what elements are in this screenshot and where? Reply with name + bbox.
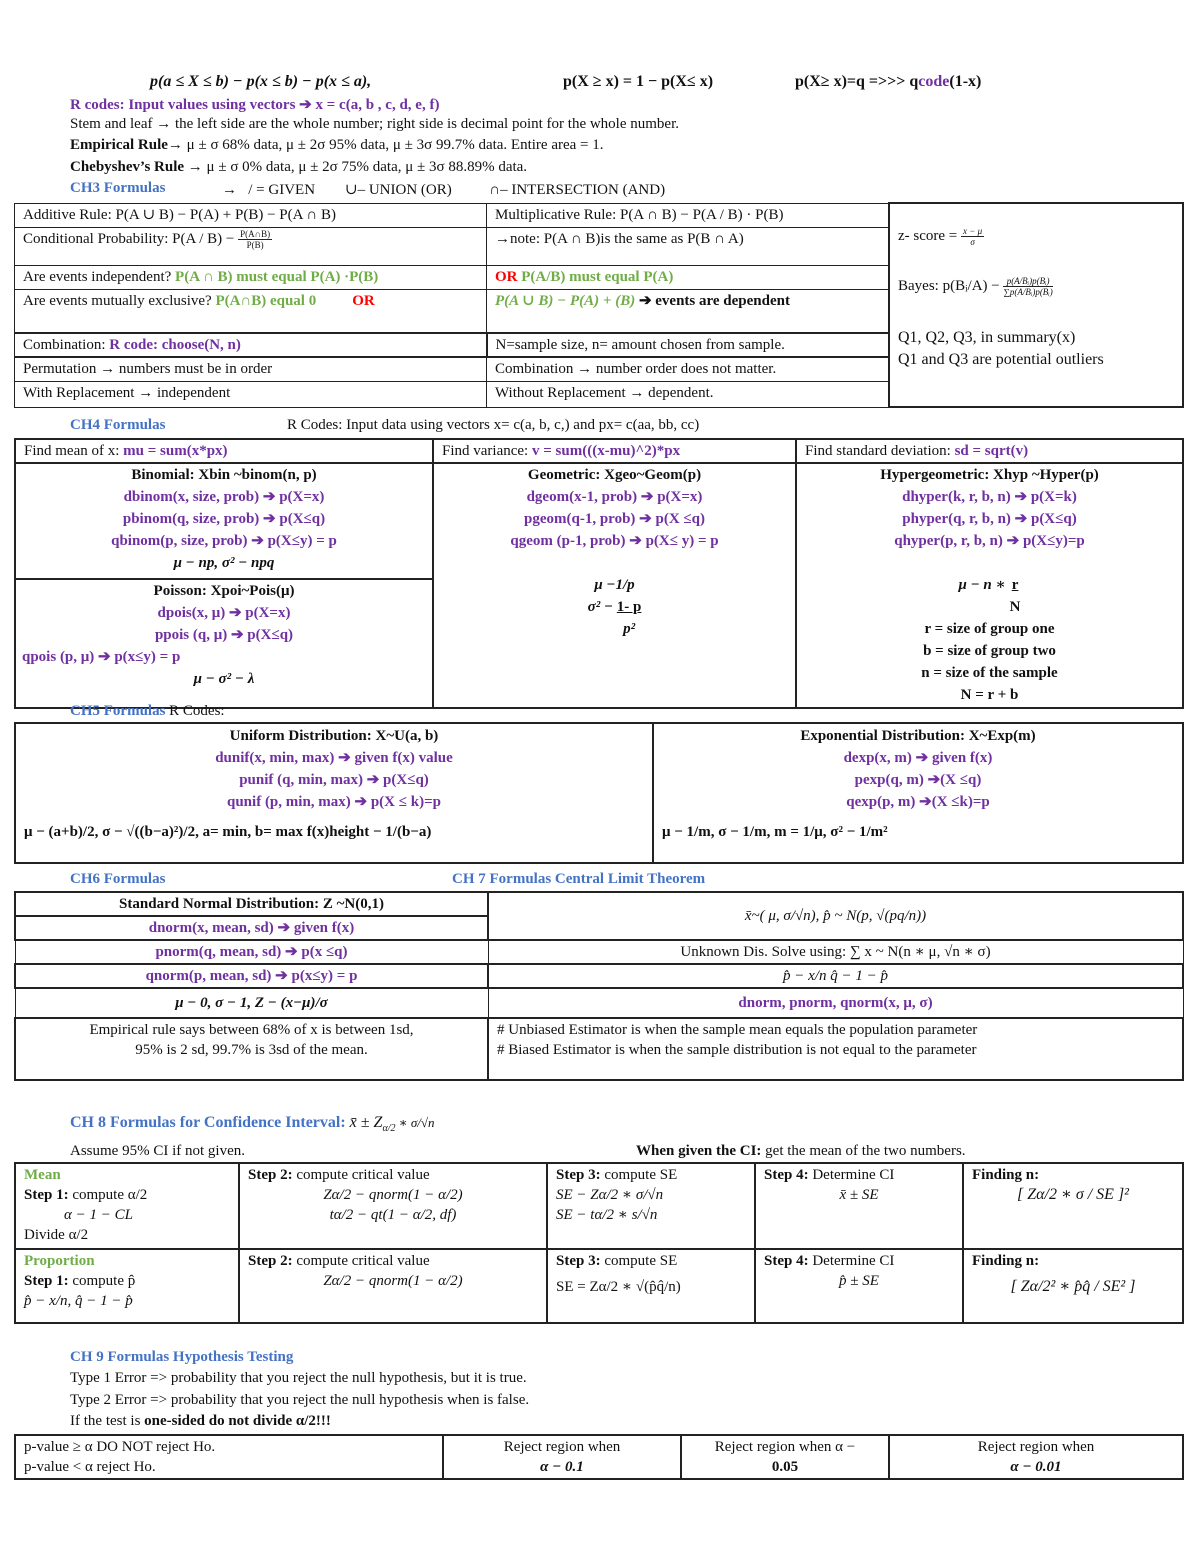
- uniform-title: Uniform Distribution: X~U(a, b): [229, 728, 439, 744]
- ch4-rcodes-note: R Codes: Input data using vectors x= c(a, b, c,) and px= c(aa, bb, cc): [287, 417, 700, 433]
- clt-formula: x̄~( μ, σ/√n), p̂ ~ N(p, √(pq/n)): [744, 908, 927, 924]
- hypergeometric-title: Hypergeometric: Xhyp ~Hyper(p): [880, 467, 1099, 483]
- quartiles-note: Q1, Q2, Q3, in summary(x): [898, 329, 1076, 346]
- alpha-formula: α − 1 − CL: [64, 1207, 133, 1223]
- ch5-table: [14, 722, 1184, 864]
- qbinom-code: qbinom(p, size, prob) ➔ p(X≤y) = p: [111, 533, 337, 549]
- ch8-title: CH 8 Formulas for Confidence Interval:: [70, 1114, 350, 1131]
- reject-region-001-cell: [889, 1435, 1183, 1479]
- combination-label: Combination:: [23, 337, 110, 353]
- step4-text: Determine CI: [808, 1253, 895, 1269]
- step2-text: compute critical value: [292, 1253, 430, 1269]
- dnorm-code: dnorm(x, mean, sd) ➔ given f(x): [148, 920, 355, 936]
- qcode-prefix: p(X≥ x)=q =>>> q: [795, 73, 919, 90]
- geometric-variance: [442, 596, 787, 640]
- exclusive-alt-formula: P(A ∪ B) − P(A) + (B): [495, 292, 636, 309]
- bayes-formula: [898, 276, 1174, 328]
- step1-label: Step 1:: [24, 1187, 69, 1203]
- type2-error-note: Type 2 Error => probability that you reject the null hypothesis when is false.: [70, 1392, 530, 1408]
- qexp-code: qexp(p, m) ➔(X ≤k)=p: [846, 794, 990, 810]
- step4-text: Determine CI: [808, 1167, 895, 1183]
- prop-n-cell: [963, 1249, 1183, 1323]
- chebyshev-label: Chebyshev’s Rule: [70, 159, 185, 175]
- type1-error-note: Type 1 Error => probability that you reject the null hypothesis, but it is true.: [70, 1370, 527, 1386]
- exclusive-question: Are events mutually exclusive?: [23, 292, 216, 309]
- step3-text: compute SE: [600, 1253, 678, 1269]
- pgeom-code: pgeom(q-1, prob) ➔ p(X ≤q): [524, 511, 705, 527]
- dexp-code: dexp(x, m) ➔ given f(x): [843, 750, 993, 766]
- geometric-title: Geometric: Xgeo~Geom(p): [527, 467, 702, 483]
- empirical-note-line2: 95% is 2 sd, 99.7% is 3sd of the mean.: [135, 1042, 368, 1058]
- one-sided-note: [70, 1413, 331, 1430]
- step2-label: Step 2:: [248, 1167, 293, 1183]
- multiplicative-rule-cell: [487, 203, 890, 227]
- dgeom-code: dgeom(x-1, prob) ➔ p(X=x): [526, 489, 703, 505]
- group-two-note: b = size of group two: [923, 643, 1056, 659]
- zscore-numerator: x − μ: [963, 226, 983, 237]
- step2-label: Step 2:: [248, 1253, 293, 1269]
- pnorm-cell: [15, 940, 488, 964]
- variance-numerator: 1- p: [616, 599, 642, 615]
- uniform-cell: [15, 723, 653, 863]
- reject-region-label: Reject region when: [503, 1439, 621, 1455]
- poisson-formula: μ − σ² − λ: [193, 670, 255, 687]
- step2-text: compute critical value: [292, 1167, 430, 1183]
- biased-estimator-note: # Biased Estimator is when the sample distribution is not equal to the parameter: [497, 1042, 977, 1058]
- finding-n-label: Finding n:: [972, 1167, 1040, 1183]
- variance-code: v = sum(((x-mu)^2)*px: [531, 443, 681, 459]
- sd-cell: [796, 439, 1183, 463]
- ch9-title: CH 9 Formulas Hypothesis Testing: [70, 1349, 294, 1365]
- zscore-denominator: σ: [970, 237, 975, 248]
- reject-region-label: Reject region when α −: [714, 1439, 856, 1455]
- geometric-mean: μ −1/p: [594, 577, 635, 593]
- pvalue-reject: p-value < α reject Ho.: [24, 1459, 156, 1475]
- ch9-table: [14, 1434, 1184, 1480]
- zscore-formula: [898, 226, 1174, 266]
- hypergeometric-mean: [805, 574, 1174, 618]
- ch3-symbol-legend: → / = GIVEN ∪– UNION (OR) ∩– INTERSECTION (AND): [222, 182, 666, 198]
- binomial-formula: μ − np, σ² − npq: [173, 555, 275, 571]
- clt-cell: [488, 892, 1183, 940]
- snd-title: Standard Normal Distribution: Z ~N(0,1): [119, 896, 384, 912]
- phyper-code: phyper(q, r, b, n) ➔ p(X≤q): [902, 511, 1077, 527]
- se-t-formula: SE − tα/2 ∗ s/√n: [556, 1207, 658, 1223]
- alpha-005: 0.05: [771, 1459, 799, 1475]
- given-ci-note: [636, 1143, 966, 1160]
- ci-formula: p̂ ± SE: [839, 1273, 879, 1289]
- ch6-title: CH6 Formulas: [70, 871, 166, 887]
- independence-alt-cell: [487, 265, 890, 289]
- independence-cell: [15, 265, 487, 289]
- mean-step4-cell: [755, 1163, 963, 1249]
- sd-label: Find standard deviation:: [805, 443, 955, 459]
- bayes-fraction: [1003, 276, 1052, 297]
- reject-region-01-cell: [443, 1435, 681, 1479]
- mean-step1-cell: [15, 1163, 239, 1249]
- empirical-rule-text: → μ ± σ 68% data, μ ± 2σ 95% data, μ ± 3σ 99.7% data. Entire area = 1.: [167, 137, 604, 153]
- combination-order-note: Combination → number order does not matter.: [495, 361, 777, 377]
- given-ci-text: get the mean of the two numbers.: [761, 1143, 966, 1159]
- prop-step2-cell: [239, 1249, 547, 1323]
- t-critical-formula: tα/2 − qt(1 − α/2, df): [329, 1207, 457, 1223]
- or-label: OR: [352, 292, 375, 309]
- exponential-formula: μ − 1/m, σ − 1/m, m = 1/μ, σ² − 1/m²: [662, 824, 888, 840]
- bayes-numerator: p(A/Bᵢ)p(Bᵢ): [1003, 276, 1052, 287]
- empirical-note-line1: Empirical rule says between 68% of x is between 1sd,: [89, 1022, 414, 1038]
- combination-note-cell: [487, 333, 890, 357]
- dependent-label: ➔ events are dependent: [635, 292, 790, 309]
- conditional-fraction: [238, 229, 272, 250]
- dnorm-cell: [15, 916, 488, 940]
- additive-rule: Additive Rule: P(A ∪ B) − P(A) + P(B) − P(A ∩ B): [23, 206, 336, 223]
- ch3-side-cell: [889, 203, 1183, 407]
- mean-step3-cell: [547, 1163, 755, 1249]
- conditional-numerator: P(A∩B): [240, 228, 271, 239]
- divide-alpha-note: Divide α/2: [24, 1227, 89, 1243]
- with-replacement-cell: [15, 381, 487, 407]
- dhyper-code: dhyper(k, r, b, n) ➔ p(X=k): [902, 489, 1077, 505]
- ch4-title: CH4 Formulas: [70, 417, 166, 433]
- additive-rule-cell: [15, 203, 487, 227]
- reject-region-label: Reject region when: [977, 1439, 1095, 1455]
- rcodes-vectors-note: R codes: Input values using vectors ➔ x = c(a, b , c, d, e, f): [70, 97, 440, 113]
- se-z-formula: SE − Zα/2 ∗ σ/√n: [556, 1187, 664, 1203]
- qpois-code: qpois (p, μ) ➔ p(x≤y) = p: [22, 648, 181, 665]
- variance-label: σ² −: [587, 599, 614, 615]
- dunif-code: dunif(x, min, max) ➔ given f(x) value: [215, 750, 453, 766]
- probability-interval-formula: p(a ≤ X ≤ b) − p(x ≤ b) − p(x ≤ a),: [150, 73, 372, 90]
- ppois-code: ppois (q, μ) ➔ p(X≤q): [154, 626, 294, 643]
- bayes-label: Bayes: p(Bᵢ/A) −: [898, 278, 1000, 294]
- mean-code: mu = sum(x*px): [123, 443, 228, 459]
- independence-question: Are events independent?: [23, 268, 176, 285]
- permutation-cell: [15, 357, 487, 381]
- ch8-table: [14, 1162, 1184, 1324]
- without-replacement-note: Without Replacement → dependent.: [495, 384, 714, 401]
- unknown-dist-cell: [488, 940, 1183, 964]
- combination-cell: [15, 333, 487, 357]
- exclusive-cell: [15, 289, 487, 333]
- ch8-formula: x̄ ± Z: [349, 1114, 383, 1131]
- snd-cell: [15, 892, 488, 916]
- qcode-formula: [795, 73, 981, 91]
- prop-step4-cell: [755, 1249, 963, 1323]
- uniform-formula: μ − (a+b)/2, σ − √((b−a)²)/2, a= min, b= max f(x)height − 1/(b−a): [24, 824, 432, 840]
- independence-alt-answer: P(A/B) must equal P(A): [517, 268, 674, 285]
- outliers-note: Q1 and Q3 are potential outliers: [898, 351, 1104, 368]
- zscore-fraction: [961, 226, 984, 247]
- se-prop-formula: SE = Zα/2 ∗ √(p̂q̂/n): [556, 1279, 681, 1295]
- reject-region-005-cell: [681, 1435, 889, 1479]
- clt-rcode-cell: [488, 988, 1183, 1018]
- prop-step3-cell: [547, 1249, 755, 1323]
- pexp-code: pexp(q, m) ➔(X ≤q): [854, 772, 982, 788]
- alpha-01: α − 0.1: [540, 1459, 584, 1475]
- ch3-table: [14, 202, 1184, 408]
- exponential-cell: [653, 723, 1183, 863]
- empirical-note-cell: [15, 1018, 488, 1080]
- step4-label: Step 4:: [764, 1253, 809, 1269]
- variance-cell: [433, 439, 796, 463]
- qhyper-code: qhyper(p, r, b, n) ➔ p(X≤y)=p: [894, 533, 1085, 549]
- step1-text: compute p̂: [68, 1273, 136, 1289]
- binomial-title: Binomial: Xbin ~binom(n, p): [131, 467, 317, 483]
- finding-n-formula: [ Zα/2² ∗ p̂q̂ / SE² ]: [1010, 1278, 1136, 1295]
- mean-label: Mean: [24, 1167, 61, 1183]
- conditional-probability-cell: [15, 227, 487, 265]
- pvalue-do-not-reject: p-value ≥ α DO NOT reject Ho.: [24, 1439, 216, 1455]
- phat-formula: p̂ − x/n, q̂ − 1 − p̂: [24, 1293, 133, 1309]
- phat-cell: [488, 964, 1183, 988]
- ch8-formula-tail: ∗ σ/√n: [395, 1115, 435, 1130]
- qnorm-code: qnorm(p, mean, sd) ➔ p(x≤y) = p: [145, 968, 358, 984]
- mean-cell: [15, 439, 433, 463]
- pnorm-code: pnorm(q, mean, sd) ➔ p(x ≤q): [155, 944, 348, 960]
- qgeom-code: qgeom (p-1, prob) ➔ p(X≤ y) = p: [510, 533, 719, 549]
- estimator-cell: [488, 1018, 1183, 1080]
- stem-leaf-note: Stem and leaf → the left side are the whole number; right side is decimal point for the whole number.: [70, 116, 680, 132]
- qcode-suffix: (1-x): [949, 73, 982, 90]
- exclusive-alt-cell: [487, 289, 890, 333]
- empirical-rule-note: [70, 137, 604, 154]
- conditional-denominator: P(B): [246, 239, 264, 250]
- exclusive-answer: P(A∩B) equal 0: [215, 292, 317, 309]
- combination-note: N=sample size, n= amount chosen from sample.: [495, 337, 785, 353]
- hyper-mean-denominator: N: [1009, 599, 1021, 615]
- normal-params-cell: [15, 988, 488, 1018]
- one-sided-warning: one-sided do not divide α/2!!!: [144, 1413, 331, 1429]
- ch8-heading: [70, 1114, 434, 1134]
- unbiased-estimator-note: # Unbiased Estimator is when the sample mean equals the population parameter: [497, 1022, 978, 1038]
- pvalue-rule-cell: [15, 1435, 443, 1479]
- mean-n-cell: [963, 1163, 1183, 1249]
- finding-n-label: Finding n:: [972, 1253, 1040, 1269]
- ch5-heading: [70, 703, 225, 720]
- hyper-mean-label: μ − n ∗: [958, 577, 1006, 593]
- unknown-dist-formula: Unknown Dis. Solve using: ∑ x ~ N(n ∗ μ, √n ∗ σ): [680, 944, 991, 960]
- z-critical-formula: Zα/2 − qnorm(1 − α/2): [323, 1273, 463, 1289]
- combination-code: R code: choose(N, n): [109, 337, 241, 353]
- geometric-cell: [433, 463, 796, 708]
- ci-formula: x̄ ± SE: [839, 1187, 879, 1203]
- step3-label: Step 3:: [556, 1167, 601, 1183]
- intersection-note: →note: P(A ∩ B)is the same as P(B ∩ A): [495, 230, 744, 247]
- ch3-title: CH3 Formulas: [70, 180, 166, 196]
- variance-denominator: p²: [623, 621, 636, 637]
- zscore-label: z- score =: [898, 228, 958, 244]
- qunif-code: qunif (p, min, max) ➔ p(X ≤ k)=p: [227, 794, 441, 810]
- prop-step1-cell: [15, 1249, 239, 1323]
- combination-order-cell: [487, 357, 890, 381]
- group-one-note: r = size of group one: [924, 621, 1055, 637]
- permutation-note: Permutation → numbers must be in order: [23, 361, 273, 377]
- variance-label: Find variance:: [442, 443, 532, 459]
- without-replacement-cell: [487, 381, 890, 407]
- qnorm-cell: [15, 964, 488, 988]
- step1-label: Step 1:: [24, 1273, 69, 1289]
- punif-code: punif (q, min, max) ➔ p(X≤q): [239, 772, 429, 788]
- with-replacement-note: With Replacement → independent: [23, 384, 231, 401]
- pbinom-code: pbinom(q, size, prob) ➔ p(X≤q): [122, 511, 326, 527]
- assume-ci-note: Assume 95% CI if not given.: [70, 1143, 245, 1159]
- sd-code: sd = sqrt(v): [954, 443, 1029, 459]
- poisson-cell: [15, 579, 433, 708]
- finding-n-formula: [ Zα/2 ∗ σ / SE ]²: [1017, 1186, 1129, 1203]
- given-ci-label: When given the CI:: [636, 1143, 762, 1159]
- hypergeometric-cell: [796, 463, 1183, 708]
- step4-label: Step 4:: [764, 1167, 809, 1183]
- sample-size-note: n = size of the sample: [921, 665, 1058, 681]
- step3-label: Step 3:: [556, 1253, 601, 1269]
- clt-rcode: dnorm, pnorm, qnorm(x, μ, σ): [738, 995, 933, 1011]
- step1-text: compute α/2: [68, 1187, 148, 1203]
- mean-label: Find mean of x:: [24, 443, 124, 459]
- phat-formula: p̂ − x/n q̂ − 1 − p̂: [783, 968, 888, 984]
- ch5-title: CH5 Formulas: [70, 703, 166, 719]
- note-cell: [487, 227, 890, 265]
- hyper-mean-numerator: r: [1011, 577, 1019, 593]
- conditional-label: Conditional Probability: P(A / B) −: [23, 230, 235, 247]
- mean-step2-cell: [239, 1163, 547, 1249]
- exponential-title: Exponential Distribution: X~Exp(m): [800, 728, 1036, 744]
- binomial-cell: [15, 463, 433, 579]
- ch6-ch7-table: [14, 891, 1184, 1081]
- alpha-001: α − 0.01: [1010, 1459, 1062, 1475]
- ch7-title: CH 7 Formulas Central Limit Theorem: [452, 871, 706, 887]
- step3-text: compute SE: [600, 1167, 678, 1183]
- chebyshev-rule-note: [70, 159, 527, 176]
- z-critical-formula: Zα/2 − qnorm(1 − α/2): [323, 1187, 463, 1203]
- complement-formula: p(X ≥ x) = 1 − p(X≤ x): [563, 73, 714, 90]
- or-label: OR: [495, 268, 518, 285]
- ch8-formula-sub: α/2: [382, 1123, 396, 1135]
- ch5-subtitle: R Codes:: [165, 703, 225, 719]
- one-sided-prefix: If the test is: [70, 1413, 145, 1429]
- proportion-label: Proportion: [24, 1253, 95, 1269]
- bayes-denominator: ∑p(A/Bᵢ)p(Bᵢ): [1003, 287, 1053, 298]
- empirical-rule-label: Empirical Rule: [70, 137, 168, 153]
- qcode-code: code: [918, 73, 950, 90]
- ch4-table: [14, 438, 1184, 709]
- population-note: N = r + b: [960, 687, 1019, 703]
- dpois-code: dpois(x, μ) ➔ p(X=x): [157, 604, 291, 621]
- dbinom-code: dbinom(x, size, prob) ➔ p(X=x): [123, 489, 325, 505]
- multiplicative-rule: Multiplicative Rule: P(A ∩ B) − P(A / B) · P(B): [495, 206, 784, 223]
- independence-answer: P(A ∩ B) must equal P(A) ·P(B): [175, 268, 379, 285]
- normal-params-formula: μ − 0, σ − 1, Z − (x−μ)/σ: [175, 995, 328, 1011]
- chebyshev-text: → μ ± σ 0% data, μ ± 2σ 75% data, μ ± 3σ 88.89% data.: [184, 159, 528, 175]
- poisson-title: Poisson: Xpoi~Pois(μ): [153, 582, 295, 599]
